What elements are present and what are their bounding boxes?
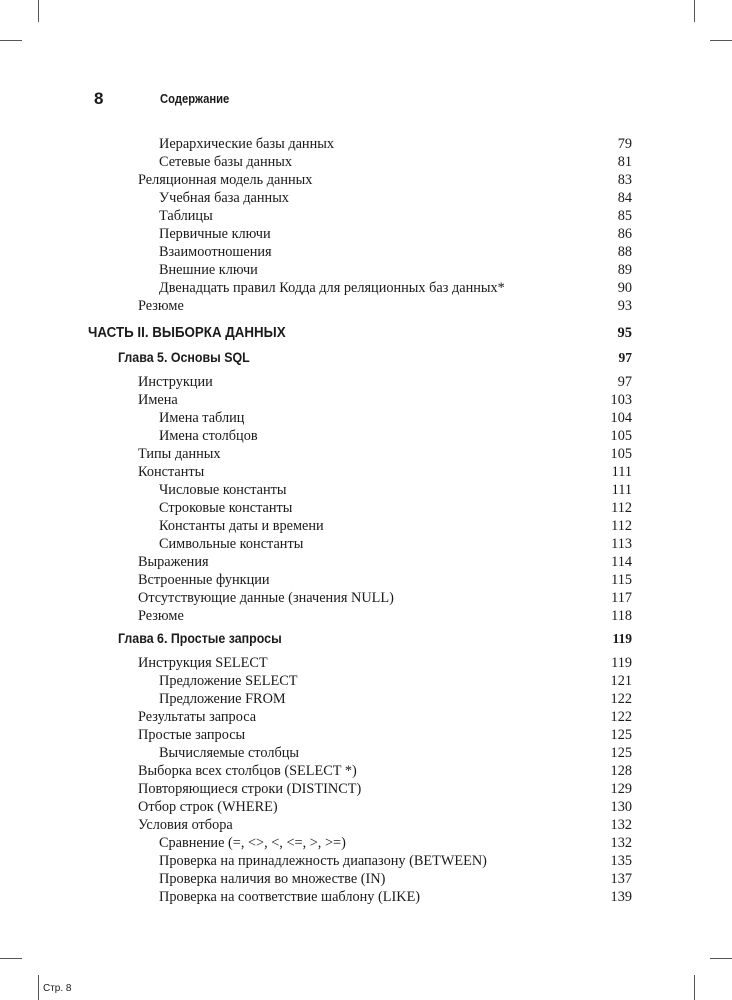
toc-entry-title: Символьные константы [159, 536, 304, 552]
toc-entry-title: Отбор строк (WHERE) [138, 799, 278, 815]
toc-entry [0, 226, 732, 244]
toc-entry-page: 85 [617, 208, 632, 224]
toc-entry [0, 410, 732, 428]
toc-entry-page: 125 [610, 745, 632, 761]
toc-entry [0, 781, 732, 799]
toc-entry [0, 536, 732, 554]
toc-entry [0, 446, 732, 464]
toc-entry [0, 572, 732, 590]
toc-entry-title: Типы данных [138, 446, 221, 462]
toc-entry-page: 97 [618, 350, 632, 365]
toc-entry-title: Константы даты и времени [159, 518, 324, 534]
toc-entry-title: Сетевые базы данных [159, 154, 293, 170]
toc-entry-title: Предложение SELECT [159, 673, 298, 689]
toc-entry [0, 554, 732, 572]
toc-entry-title: Встроенные функции [138, 572, 270, 588]
toc-entry [0, 835, 732, 853]
crop-mark [710, 958, 732, 959]
toc-entry-page: 90 [617, 280, 632, 296]
toc-entry-title: Учебная база данных [159, 190, 289, 206]
toc-entry-title: Константы [138, 464, 205, 480]
toc-entry-title: Предложение FROM [159, 691, 286, 707]
toc-entry-title: Имена столбцов [159, 428, 258, 444]
toc-entry-page: 114 [611, 554, 632, 570]
toc-entry [0, 709, 732, 727]
toc-entry-title: ЧАСТЬ II. ВЫБОРКА ДАННЫХ [88, 325, 286, 341]
toc-entry-title: Условия отбора [138, 817, 233, 833]
toc-entry-page: 84 [617, 190, 632, 206]
toc-chapter [0, 350, 732, 370]
toc-entry-page: 105 [610, 446, 632, 462]
crop-mark [38, 0, 39, 22]
toc-entry-title: Проверка на принадлежность диапазону (BETWEEN) [159, 853, 487, 869]
toc-entry [0, 172, 732, 190]
toc-entry-title: Иерархические базы данных [159, 136, 334, 152]
toc-entry-title: Результаты запроса [138, 709, 257, 725]
toc-entry-page: 118 [611, 608, 632, 624]
toc-entry-page: 105 [610, 428, 632, 444]
toc-entry-title: Инструкция SELECT [138, 655, 268, 671]
toc-entry-page: 122 [610, 691, 632, 707]
toc-entry-title: Проверка наличия во множестве (IN) [159, 871, 386, 887]
toc-entry-title: Отсутствующие данные (значения NULL) [138, 590, 394, 606]
toc-entry [0, 745, 732, 763]
toc-entry-page: 139 [610, 889, 632, 905]
toc-entry [0, 298, 732, 316]
toc-entry-page: 128 [610, 763, 632, 779]
toc-entry-page: 119 [612, 631, 632, 646]
toc-entry [0, 392, 732, 410]
toc-entry-page: 86 [617, 226, 632, 242]
toc-entry-title: Выражения [138, 554, 209, 570]
toc-entry [0, 608, 732, 626]
toc-part [0, 325, 732, 345]
toc-entry-page: 112 [611, 500, 632, 516]
toc-entry-title: Сравнение (=, <>, <, <=, >, >=) [159, 835, 346, 851]
toc-entry-title: Резюме [138, 298, 184, 314]
toc-entry [0, 518, 732, 536]
toc-entry [0, 500, 732, 518]
toc-entry-page: 125 [610, 727, 632, 743]
toc-entry [0, 763, 732, 781]
toc-entry-title: Взаимоотношения [159, 244, 272, 260]
toc-entry-title: Инструкции [138, 374, 213, 390]
toc-entry [0, 154, 732, 172]
toc-entry-title: Простые запросы [138, 727, 246, 743]
toc-entry [0, 799, 732, 817]
toc-entry-page: 79 [617, 136, 632, 152]
toc-entry [0, 464, 732, 482]
toc-entry-title: Вычисляемые столбцы [159, 745, 299, 761]
toc-entry [0, 889, 732, 907]
crop-mark [38, 975, 39, 1000]
toc-entry-title: Имена таблиц [159, 410, 245, 426]
toc-entry [0, 817, 732, 835]
toc-entry [0, 136, 732, 154]
page-number: 8 [94, 89, 104, 108]
running-header-title: Содержание [160, 92, 230, 106]
toc-entry-title: Глава 6. Простые запросы [118, 631, 282, 646]
toc-entry-page: 83 [617, 172, 632, 188]
toc-entry-page: 104 [610, 410, 632, 426]
toc-entry [0, 691, 732, 709]
toc-entry-page: 137 [610, 871, 632, 887]
toc-entry [0, 727, 732, 745]
toc-entry-page: 111 [611, 482, 632, 498]
toc-entry [0, 190, 732, 208]
toc-entry-page: 103 [610, 392, 632, 408]
toc-entry-title: Резюме [138, 608, 184, 624]
toc-entry-title: Двенадцать правил Кодда для реляционных баз данных* [159, 280, 505, 296]
footer-page-label: Стр. 8 [43, 983, 72, 994]
toc-entry [0, 244, 732, 262]
toc-entry-title: Глава 5. Основы SQL [118, 350, 250, 365]
toc-entry-title: Реляционная модель данных [138, 172, 313, 188]
toc-entry [0, 208, 732, 226]
toc-entry [0, 482, 732, 500]
toc-entry-page: 129 [610, 781, 632, 797]
toc-entry-title: Таблицы [159, 208, 213, 224]
toc-entry-title: Числовые константы [159, 482, 287, 498]
toc-entry-page: 95 [617, 325, 632, 341]
toc-entry-page: 112 [611, 518, 632, 534]
toc-entry-title: Проверка на соответствие шаблону (LIKE) [159, 889, 421, 905]
toc-entry [0, 280, 732, 298]
crop-mark [694, 0, 695, 22]
crop-mark [0, 958, 22, 959]
toc-entry-page: 93 [617, 298, 632, 314]
toc-entry-page: 122 [610, 709, 632, 725]
toc-entry [0, 853, 732, 871]
toc-entry-page: 81 [617, 154, 632, 170]
toc-entry-title: Повторяющиеся строки (DISTINCT) [138, 781, 362, 797]
toc-entry [0, 428, 732, 446]
toc-entry [0, 262, 732, 280]
toc-entry-title: Первичные ключи [159, 226, 271, 242]
toc-entry-title: Имена [138, 392, 178, 408]
toc-entry [0, 590, 732, 608]
toc-entry-page: 135 [610, 853, 632, 869]
table-of-contents [0, 136, 732, 907]
toc-entry [0, 871, 732, 889]
toc-entry-page: 111 [611, 464, 632, 480]
toc-entry-page: 113 [611, 536, 632, 552]
crop-mark [0, 40, 22, 41]
toc-entry [0, 673, 732, 691]
toc-entry-page: 97 [617, 374, 632, 390]
toc-chapter [0, 631, 732, 651]
toc-entry-page: 115 [611, 572, 632, 588]
toc-entry-page: 119 [611, 655, 632, 671]
toc-entry-page: 132 [610, 817, 632, 833]
crop-mark [694, 975, 695, 1000]
toc-entry-page: 88 [617, 244, 632, 260]
toc-entry-page: 130 [610, 799, 632, 815]
toc-entry-title: Внешние ключи [159, 262, 258, 278]
toc-entry [0, 374, 732, 392]
toc-entry-title: Строковые константы [159, 500, 293, 516]
toc-entry [0, 655, 732, 673]
crop-mark [710, 40, 732, 41]
toc-entry-page: 89 [617, 262, 632, 278]
toc-entry-page: 121 [610, 673, 632, 689]
toc-entry-title: Выборка всех столбцов (SELECT *) [138, 763, 357, 779]
toc-entry-page: 117 [611, 590, 632, 606]
toc-entry-page: 132 [610, 835, 632, 851]
